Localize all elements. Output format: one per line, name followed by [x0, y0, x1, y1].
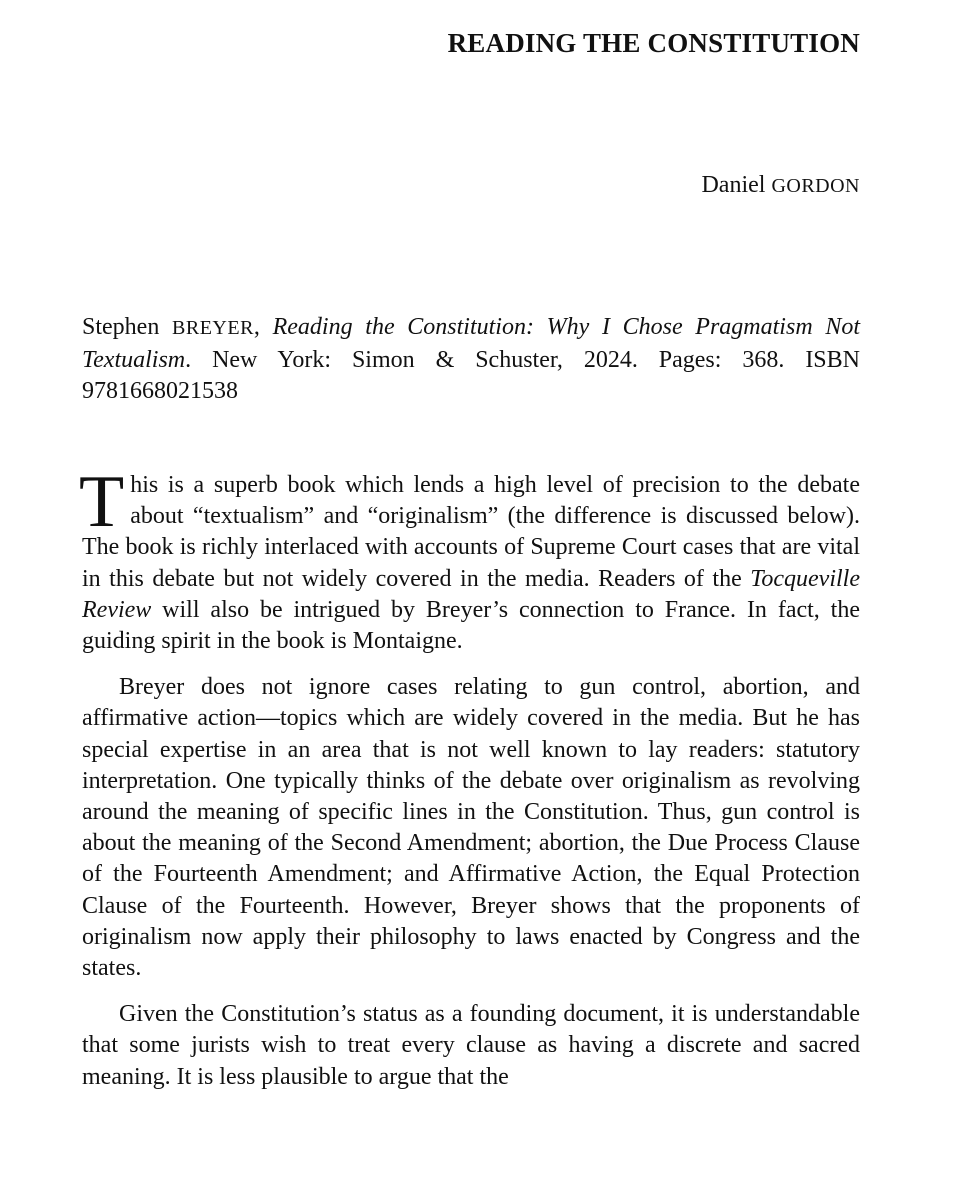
review-body [79, 461, 860, 1108]
author-last-name: GORDON [771, 175, 860, 197]
paragraph-1 [79, 461, 860, 657]
paragraph-2: Breyer does not ignore cases relating to gun control, abortion, and affirmative action—topics which are widely covered in the media. But he has special expertise in an area that is not well known to lay readers: statutory interpretation. One typically thinks of the debate over originalism as revolving around the meaning of specific lines in the Constitution. Thus, gun control is about the meaning of the Second Amendment; abortion, the Due Process Clause of the Fourteenth Amendment; and Affirmative Action, the Equal Protection Clause of the Fourteenth. However, Breyer shows that the proponents of originalism now apply their philosophy to laws enacted by Congress and the states. [82, 674, 860, 982]
book-title: Reading the Constitution: Why I Chose Pragmatism Not Textualism [82, 314, 861, 373]
book-author-last: BREYER [172, 317, 254, 339]
citation-separator: , [253, 314, 273, 340]
journal-title: Tocqueville Review [82, 565, 860, 623]
paragraph-1-text-a: his is a superb book which lends a high level of precision to the debate about “textualism” and “originalism” (the difference is discussed below). The book is richly interlaced with accounts of Supreme Court cases that are vital in this debate but not widely covered in the media. Readers of the [82, 472, 860, 592]
author-first-name: Daniel [701, 172, 766, 198]
book-citation [82, 312, 860, 408]
paragraph-3: Given the Constitution’s status as a founding document, it is understandable that some jurists wish to treat every clause as having a discrete and sacred meaning. It is less plausible to argue that the [82, 1001, 860, 1090]
book-author-first: Stephen [82, 314, 160, 340]
article-title: READING THE CONSTITUTION [447, 28, 860, 58]
drop-cap: T [79, 461, 125, 543]
book-details: . New York: Simon & Schuster, 2024. Pages: 368. ISBN 9781668021538 [82, 346, 860, 404]
article-author [701, 172, 860, 199]
paragraph-1-text-b: will also be intrigued by Breyer’s connection to France. In fact, the guiding spirit in the book is Montaigne. [82, 596, 860, 655]
